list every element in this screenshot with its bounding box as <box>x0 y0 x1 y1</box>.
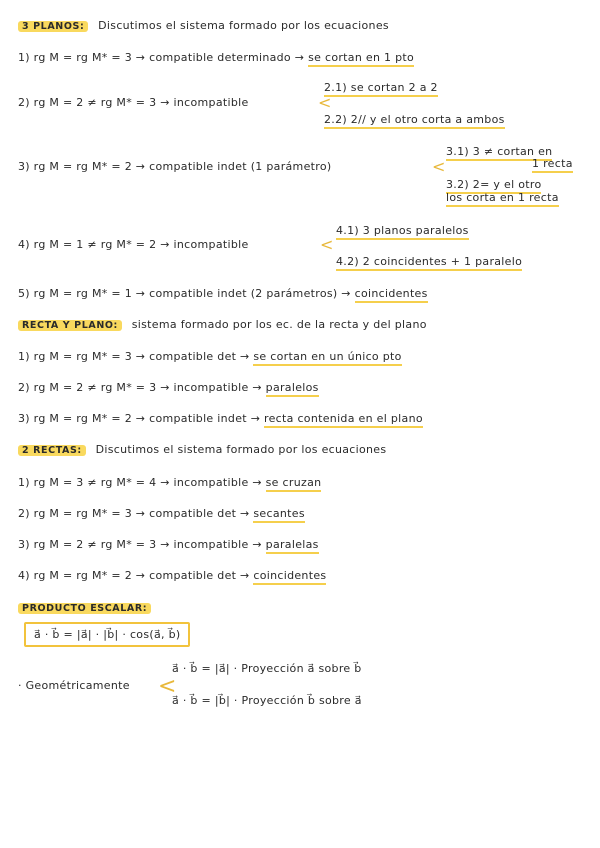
planos-case-4-1 <box>336 224 469 238</box>
geo-formula-1: a⃗ · b⃗ = |a⃗| · Proyección a⃗ sobre b⃗ <box>172 662 362 675</box>
planos-case-2-2-text: 2.2) 2// y el otro corta a ambos <box>324 113 505 129</box>
planos-case-3-2a: 3.2) 2= y el otro <box>446 178 541 194</box>
planos-case-2-2 <box>324 113 505 127</box>
planos-case-3-1a: 3.1) 3 ≠ cortan en <box>446 145 552 161</box>
brace-icon: < <box>318 93 332 112</box>
brace-icon: < <box>158 674 177 699</box>
section-planos <box>18 19 389 34</box>
planos-case-4: 4) rg M = 1 ≠ rg M* = 2 → incompatible <box>18 238 249 251</box>
recta-plano-case-2-text: 2) rg M = 2 ≠ rg M* = 3 → incompatible → <box>18 381 262 394</box>
planos-case-5 <box>18 287 428 301</box>
intro-rectas: Discutimos el sistema formado por los ecuaciones <box>95 443 387 456</box>
recta-plano-case-2-result: paralelos <box>266 381 319 397</box>
planos-case-5-text: 5) rg M = rg M* = 1 → compatible indet (2 parámetros) → <box>18 287 351 300</box>
intro-planos: Discutimos el sistema formado por los ecuaciones <box>98 19 389 32</box>
planos-case-3: 3) rg M = rg M* = 2 → compatible indet (1 parámetro) <box>18 160 332 173</box>
heading-rectas: 2 RECTAS: <box>18 445 86 456</box>
heading-planos: 3 PLANOS: <box>18 21 88 32</box>
planos-case-3-2b: los corta en 1 recta <box>446 191 559 207</box>
planos-case-4-1-text: 4.1) 3 planos paralelos <box>336 224 469 240</box>
intro-recta-plano: sistema formado por los ec. de la recta y del plano <box>131 318 427 331</box>
planos-case-1-result: se cortan en 1 pto <box>308 51 414 67</box>
recta-plano-case-2 <box>18 381 319 395</box>
rectas-case-2-text: 2) rg M = rg M* = 3 → compatible det → <box>18 507 250 520</box>
planos-case-1 <box>18 51 414 65</box>
planos-case-1-text: 1) rg M = rg M* = 3 → compatible determinado → <box>18 51 305 64</box>
recta-plano-case-3-result: recta contenida en el plano <box>264 412 423 428</box>
section-rectas <box>18 443 386 458</box>
rectas-case-2 <box>18 507 305 521</box>
recta-plano-case-3-text: 3) rg M = rg M* = 2 → compatible indet → <box>18 412 261 425</box>
rectas-case-1-text: 1) rg M = 3 ≠ rg M* = 4 → incompatible → <box>18 476 262 489</box>
planos-case-4-2 <box>336 255 522 269</box>
planos-case-3-1b: 1 recta <box>532 157 573 173</box>
rectas-case-2-result: secantes <box>253 507 304 523</box>
geo-label: · Geométricamente <box>18 679 130 692</box>
geo-formula-2: a⃗ · b⃗ = |b⃗| · Proyección b⃗ sobre a⃗ <box>172 694 362 707</box>
recta-plano-case-1-result: se cortan en un único pto <box>253 350 401 366</box>
planos-case-2-1 <box>324 81 438 95</box>
rectas-case-4-result: coincidentes <box>253 569 326 585</box>
rectas-case-4 <box>18 569 326 583</box>
rectas-case-1-result: se cruzan <box>266 476 322 492</box>
planos-case-5-result: coincidentes <box>355 287 428 303</box>
heading-recta-plano: RECTA Y PLANO: <box>18 320 122 331</box>
formula-box <box>24 622 190 647</box>
rectas-case-1 <box>18 476 321 490</box>
planos-case-2-1-text: 2.1) se cortan 2 a 2 <box>324 81 438 97</box>
planos-case-2: 2) rg M = 2 ≠ rg M* = 3 → incompatible <box>18 96 249 109</box>
brace-icon: < <box>432 157 446 176</box>
planos-case-3-1 <box>446 146 573 170</box>
rectas-case-3 <box>18 538 319 552</box>
recta-plano-case-1 <box>18 350 402 364</box>
recta-plano-case-3 <box>18 412 423 426</box>
brace-icon: < <box>320 235 334 254</box>
section-recta-plano <box>18 318 427 333</box>
rectas-case-3-result: paralelas <box>266 538 319 554</box>
planos-case-4-2-text: 4.2) 2 coincidentes + 1 paralelo <box>336 255 522 271</box>
recta-plano-case-1-text: 1) rg M = rg M* = 3 → compatible det → <box>18 350 250 363</box>
heading-producto: PRODUCTO ESCALAR: <box>18 603 151 614</box>
rectas-case-3-text: 3) rg M = 2 ≠ rg M* = 3 → incompatible → <box>18 538 262 551</box>
section-producto <box>18 601 151 616</box>
planos-case-3-2 <box>446 178 559 204</box>
formula-text: a⃗ · b⃗ = |a⃗| · |b⃗| · cos(a⃗, b⃗) <box>34 628 181 641</box>
rectas-case-4-text: 4) rg M = rg M* = 2 → compatible det → <box>18 569 250 582</box>
